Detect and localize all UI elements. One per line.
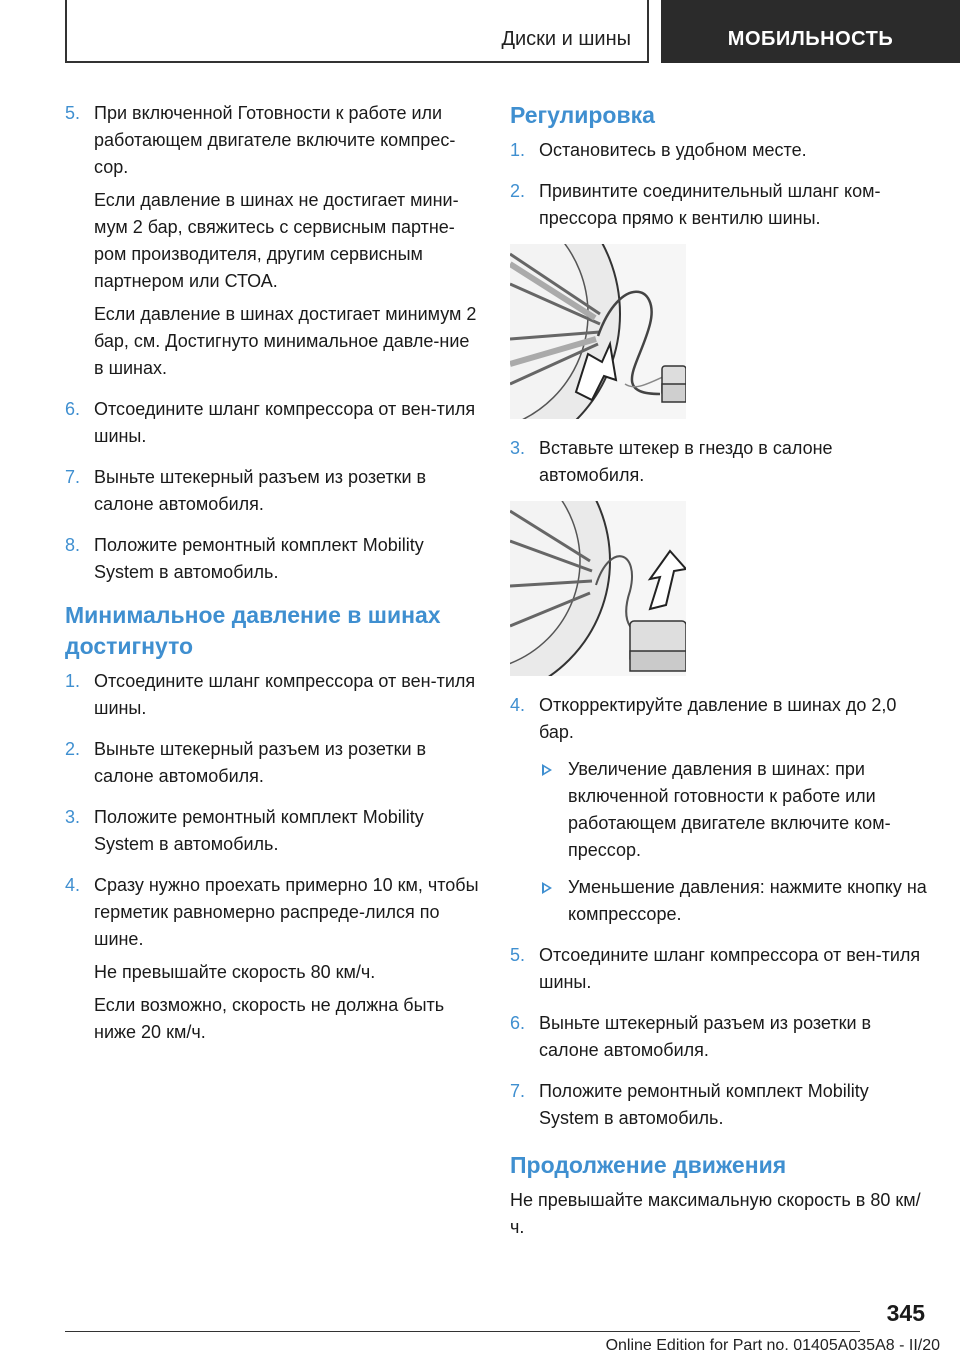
steps-list-continued [65,100,480,586]
steps-list-adjust [510,137,930,232]
step-text: Отсоедините шланг компрессора от вен‐тиля шины. [539,945,921,992]
list-item [65,804,480,858]
page-number: 345 [886,1300,925,1326]
step-text: Положите ремонтный комплект Mobility System в автомобиль. [94,535,424,582]
step-number: 4. [510,695,526,715]
sub-step-text: Увеличение давления в шинах: при включенной готовности к работе или работающем двигателе включите ком‐прессор. [568,759,891,860]
step-text: Положите ремонтный комплект Mobility System в автомобиль. [539,1081,869,1128]
list-item [510,435,930,489]
step-number: 4. [65,875,81,895]
step-number: 5. [510,945,526,965]
sub-step-text: Уменьшение давления: нажмите кнопку на компрессоре. [568,877,927,924]
list-item [510,1078,930,1132]
step-number: 1. [65,671,81,691]
step-number: 2. [65,739,81,759]
step-text: Откорректируйте давление в шинах до 2,0 бар. [539,695,897,742]
triangle-bullet-icon [542,764,552,776]
step-number: 7. [65,467,81,487]
tire-compressor-plug-illustration-icon [510,501,686,676]
step-text: Если давление в шинах не достигает мини‐мум 2 бар, свяжитесь с сервисным партне‐ром производителя, другим сервисным партнером или СТОА. [94,190,459,291]
list-item [510,692,930,928]
step-text: Вставьте штекер в гнездо в салоне автомобиля. [539,438,833,485]
step-number: 3. [65,807,81,827]
step-text: Остановитесь в удобном месте. [539,140,807,160]
footer-divider [65,1331,860,1332]
step-text: Отсоедините шланг компрессора от вен‐тиля шины. [94,671,476,718]
steps-list-min-pressure [65,668,480,1046]
list-item [65,668,480,722]
step-text: Отсоедините шланг компрессора от вен‐тиля шины. [94,399,476,446]
step-number: 6. [510,1013,526,1033]
right-column [510,100,930,1241]
list-item [65,736,480,790]
section-title-min-pressure: Минимальное давление в шинах достигнуто [65,602,441,659]
step-number: 3. [510,438,526,458]
continue-text: Не превышайте максимальную скорость в 80 км/ч. [510,1190,921,1237]
step-text: При включенной Готовности к работе или работающем двигателе включите компрес‐сор. [94,103,456,177]
list-item [510,137,930,164]
header-chapter-box [661,0,960,63]
header-section-box [65,0,649,63]
step-number: 5. [65,103,81,123]
section-title-adjust: Регулировка [510,102,655,128]
step-number: 6. [65,399,81,419]
list-item [65,532,480,586]
list-item [510,178,930,232]
step-number: 7. [510,1081,526,1101]
step-text: Выньте штекерный разъем из розетки в салоне автомобиля. [94,739,427,786]
step-text: Если возможно, скорость не должна быть ниже 20 км/ч. [94,995,445,1042]
step-text: Положите ремонтный комплект Mobility System в автомобиль. [94,807,424,854]
sub-list-item [539,756,930,864]
step-number: 1. [510,140,526,160]
section-title-continue: Продолжение движения [510,1152,787,1178]
list-item [65,396,480,450]
chapter-name: МОБИЛЬНОСТЬ [727,28,894,50]
footer-edition: Online Edition for Part no. 01405A035A8 - II/20 [605,1337,940,1354]
step-text: Если давление в шинах достигает минимум 2 бар, см. Достигнуто минимальное давле‐ние в шинах. [94,304,477,378]
step-text: Выньте штекерный разъем из розетки в салоне автомобиля. [539,1013,872,1060]
step-text: Привинтите соединительный шланг ком‐прессора прямо к вентилю шины. [539,181,881,228]
step-number: 8. [65,535,81,555]
triangle-bullet-icon [542,882,552,894]
section-name: Диски и шины [501,28,631,50]
list-item [510,942,930,996]
step-text: Не превышайте скорость 80 км/ч. [94,962,376,982]
sub-list-item [539,874,930,928]
list-item [65,872,480,1046]
steps-list-correct [510,692,930,1132]
list-item [65,464,480,518]
step-text: Выньте штекерный разъем из розетки в салоне автомобиля. [94,467,427,514]
steps-list-plug [510,435,930,489]
step-text: Сразу нужно проехать примерно 10 км, чтобы герметик равномерно распреде‐лился по шине. [94,875,479,949]
tire-compressor-valve-illustration-icon [510,244,686,419]
step-number: 2. [510,181,526,201]
left-column [65,100,480,1060]
list-item [65,100,480,382]
list-item [510,1010,930,1064]
sub-list [539,756,930,928]
